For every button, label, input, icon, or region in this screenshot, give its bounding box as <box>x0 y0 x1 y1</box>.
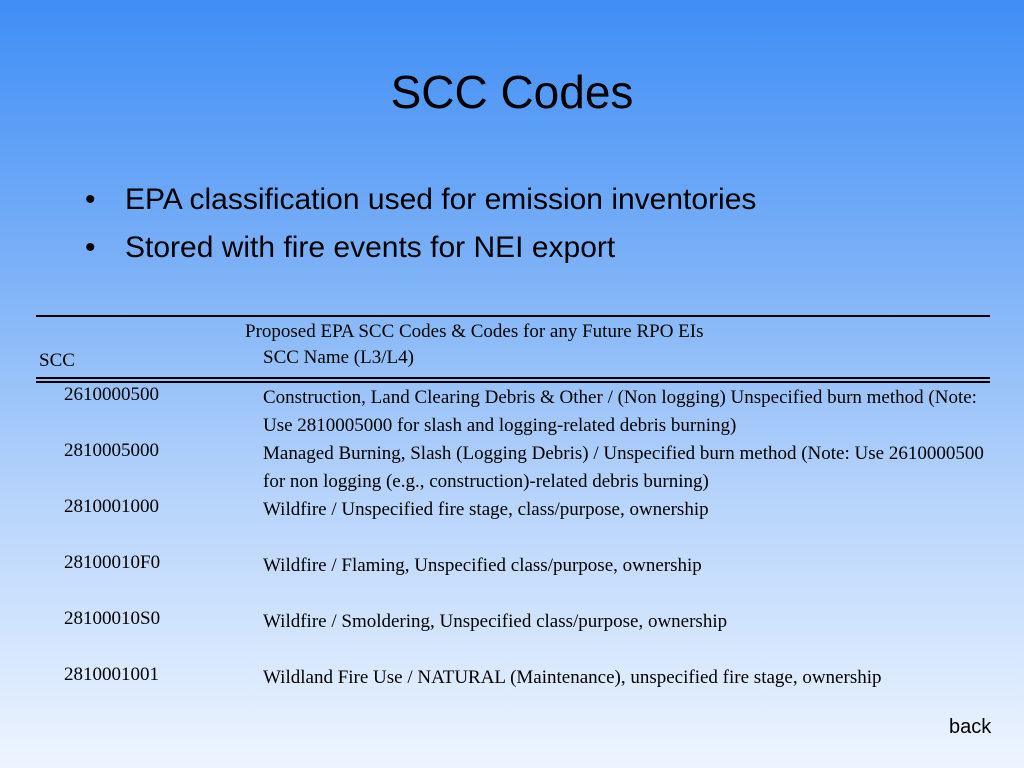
scc-code: 2810001000 <box>64 496 159 517</box>
bullet-item <box>85 176 756 224</box>
table-caption: Proposed EPA SCC Codes & Codes for any Future RPO EIs <box>245 321 704 342</box>
bullet-item <box>85 224 756 272</box>
table-row <box>36 551 990 607</box>
table-row <box>36 383 990 439</box>
table-row <box>36 495 990 551</box>
bullet-text: Stored with fire events for NEI export <box>125 231 616 264</box>
bullet-icon: • <box>85 183 96 216</box>
scc-code: 2610000500 <box>64 384 159 405</box>
scc-code: 28100010F0 <box>64 552 161 573</box>
scc-name: Wildfire / Flaming, Unspecified class/purpose, ownership <box>263 555 702 576</box>
scc-name: Managed Burning, Slash (Logging Debris) / Unspecified burn method (Note: Use 2610000500 for non logging (e.g., construction)-related debris burning) <box>263 443 984 492</box>
scc-table <box>36 315 990 719</box>
scc-code: 28100010S0 <box>64 608 161 629</box>
scc-name: Wildfire / Unspecified fire stage, class/purpose, ownership <box>263 499 709 520</box>
table-header-row <box>36 345 990 373</box>
scc-name: Wildland Fire Use / NATURAL (Maintenance), unspecified fire stage, ownership <box>263 667 882 688</box>
bullet-icon: • <box>85 231 96 264</box>
scc-name: Wildfire / Smoldering, Unspecified class/purpose, ownership <box>263 611 728 632</box>
bullet-list <box>85 176 756 272</box>
column-header-scc: SCC <box>39 350 75 371</box>
table-caption-row <box>36 317 990 345</box>
slide-title: SCC Codes <box>390 66 634 118</box>
scc-name: Construction, Land Clearing Debris & Other / (Non logging) Unspecified burn method (Note: Use 2810005000 for slash and logging-related debris burning) <box>263 387 977 436</box>
table-row <box>36 439 990 495</box>
column-header-name: SCC Name (L3/L4) <box>263 347 414 368</box>
back-link[interactable]: back <box>949 716 992 738</box>
table-row <box>36 607 990 663</box>
scc-code: 2810001001 <box>64 664 159 685</box>
scc-code: 2810005000 <box>64 440 159 461</box>
table-body <box>36 383 990 719</box>
bullet-text: EPA classification used for emission inventories <box>125 183 757 216</box>
table-row <box>36 663 990 719</box>
